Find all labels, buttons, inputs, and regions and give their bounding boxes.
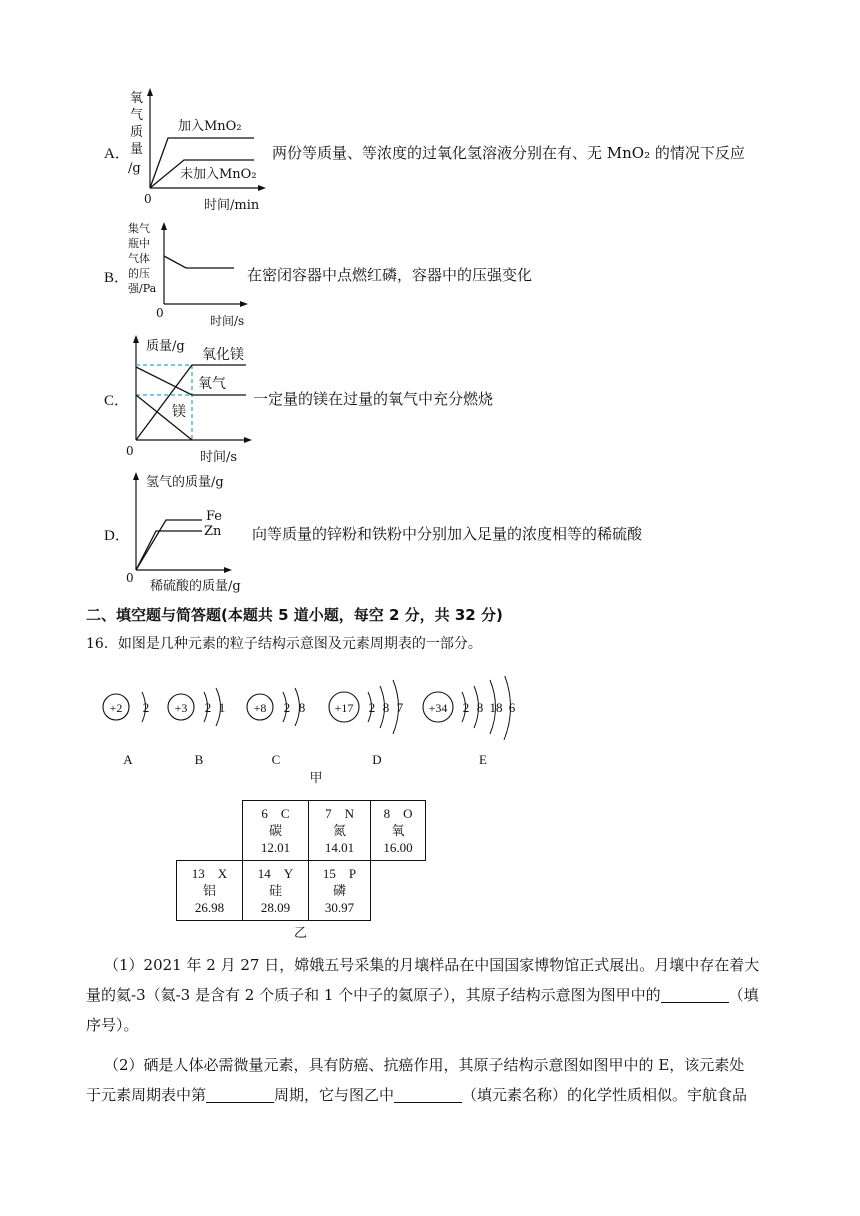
origin-label: 0 xyxy=(126,444,134,458)
electron-count: 2 xyxy=(462,700,470,715)
electron-count: 2 xyxy=(368,700,376,715)
atom-letter: D xyxy=(372,752,382,767)
part-1-line-1: （1）2021 年 2 月 27 日，嫦娥五号采集的月壤样品在中国国家博物馆正式展出。月壤中存在着大 xyxy=(104,956,760,974)
nucleus-charge: +34 xyxy=(428,701,448,715)
x-axis-arrow xyxy=(224,567,232,573)
origin-label: 0 xyxy=(144,192,152,206)
y-axis-arrow xyxy=(161,222,167,230)
curve-label: 加入MnO₂ xyxy=(178,119,242,134)
curve-label: Fe xyxy=(206,509,223,524)
nucleus-charge: +8 xyxy=(253,701,267,715)
element-name: 氧 xyxy=(391,823,405,838)
element-cell-silicon xyxy=(243,861,309,921)
element-mass: 12.01 xyxy=(260,840,291,855)
question-16-text: 16．如图是几种元素的粒子结构示意图及元素周期表的一部分。 xyxy=(86,636,482,652)
section-title: 二、填空题与简答题(本题共 5 道小题，每空 2 分，共 32 分) xyxy=(86,606,503,624)
origin-label: 0 xyxy=(156,306,164,320)
origin-label: 0 xyxy=(126,571,134,585)
element-cell-oxygen xyxy=(371,801,426,861)
y-label-line: 瓶中 xyxy=(128,237,150,250)
element-name: 碳 xyxy=(268,823,282,838)
electron-count: 2 xyxy=(142,700,150,715)
atom-letter: E xyxy=(479,752,487,767)
element-mass: 26.98 xyxy=(194,900,225,915)
y-label-line: 集气 xyxy=(128,222,150,235)
element-name: 铝 xyxy=(202,883,216,898)
curve-label: 氧化镁 xyxy=(202,347,244,363)
atom-letter: B xyxy=(194,752,204,767)
x-axis-arrow xyxy=(244,437,252,443)
electron-count: 8 xyxy=(382,700,390,715)
element-number-symbol: 8 O xyxy=(383,806,413,821)
figure-jia-caption: 甲 xyxy=(309,770,323,785)
y-axis-label: 质量/g xyxy=(146,339,185,354)
option-a-graph xyxy=(124,86,270,214)
y-axis-arrow xyxy=(133,335,139,343)
y-label-line: 的压 xyxy=(128,267,150,280)
option-d-description: 向等质量的锌粉和铁粉中分别加入足量的浓度相等的稀硫酸 xyxy=(252,525,643,543)
part-2-line-1: （2）硒是人体必需微量元素，具有防癌、抗癌作用，其原子结构示意图如图甲中的 E，该元素处 xyxy=(104,1056,745,1074)
curve-label: Zn xyxy=(204,524,222,539)
option-b-label: B． xyxy=(104,270,130,286)
element-number-symbol: 7 N xyxy=(325,806,354,821)
y-axis-arrow xyxy=(147,88,153,96)
option-c-label: C． xyxy=(104,393,130,409)
atom-letter: C xyxy=(271,752,281,767)
curve-label: 未加入MnO₂ xyxy=(180,167,257,182)
part-2-text: 周期，它与图乙中 xyxy=(274,1086,395,1104)
answer-blank[interactable] xyxy=(394,1086,462,1103)
option-b-graph xyxy=(124,218,254,328)
y-label-line: 强/Pa xyxy=(128,282,157,295)
electron-count: 8 xyxy=(298,700,306,715)
element-number-symbol: 15 P xyxy=(322,866,357,881)
y-axis-label: 氢气的质量/g xyxy=(146,475,224,490)
electron-count: 18 xyxy=(489,700,503,715)
part-2-text: 于元素周期表中第 xyxy=(86,1086,207,1104)
nucleus-charge: +17 xyxy=(334,701,354,715)
magnesium-oxide-curve xyxy=(136,365,246,440)
curve-label: 镁 xyxy=(172,404,186,420)
y-label-char: 质 xyxy=(130,125,144,140)
y-label-line: 气体 xyxy=(128,252,150,265)
part-1-line-2 xyxy=(86,980,759,1010)
electron-count: 2 xyxy=(204,700,212,715)
part-1-text: 量的氦-3（氦-3 是含有 2 个质子和 1 个中子的氦原子），其原子结构示意图为图甲中的 xyxy=(86,986,661,1004)
atom-d xyxy=(329,680,404,767)
x-axis-arrow xyxy=(240,301,248,307)
part-1-text: （填 xyxy=(728,986,759,1004)
x-axis-label: 时间/s xyxy=(210,314,245,328)
electron-count: 6 xyxy=(508,700,516,715)
figure-jia-atom-diagrams xyxy=(96,676,526,786)
element-mass: 16.00 xyxy=(383,840,413,855)
figure-yi-periodic-table xyxy=(176,800,426,920)
electron-count: 1 xyxy=(218,700,226,715)
element-number-symbol: 14 Y xyxy=(257,866,294,881)
element-number-symbol: 13 X xyxy=(191,866,228,881)
option-d-graph xyxy=(124,468,258,596)
element-cell-phosphorus xyxy=(309,861,371,921)
option-a-label: A． xyxy=(104,146,130,162)
electron-count: 8 xyxy=(476,700,484,715)
empty-cell xyxy=(371,861,426,921)
element-cell-carbon xyxy=(243,801,309,861)
x-axis-label: 稀硫酸的质量/g xyxy=(150,579,241,594)
fe-curve xyxy=(136,520,202,570)
option-d-label: D． xyxy=(104,528,130,544)
curve-label: 氧气 xyxy=(198,376,226,392)
part-2-line-2 xyxy=(86,1080,747,1110)
element-mass: 30.97 xyxy=(324,900,355,915)
y-label-char: 气 xyxy=(130,108,144,123)
part-1-line-3: 序号）。 xyxy=(86,1016,139,1034)
x-axis-label: 时间/s xyxy=(200,450,238,465)
electron-count: 7 xyxy=(396,700,404,715)
atom-e xyxy=(423,676,516,767)
element-name: 磷 xyxy=(333,883,347,898)
y-axis-arrow xyxy=(133,472,139,480)
y-label-char: 氧 xyxy=(130,91,144,106)
nucleus-charge: +2 xyxy=(109,701,123,715)
part-2-text: （填元素名称）的化学性质相似。宇航食品 xyxy=(462,1086,748,1104)
option-c-graph xyxy=(124,330,256,466)
element-mass: 14.01 xyxy=(324,840,355,855)
pressure-curve xyxy=(164,256,234,268)
element-cell-nitrogen xyxy=(309,801,371,861)
nucleus-charge: +3 xyxy=(174,701,188,715)
answer-blank[interactable] xyxy=(661,986,729,1003)
x-axis-label: 时间/min xyxy=(204,198,260,213)
figure-yi-caption: 乙 xyxy=(294,926,308,941)
zn-curve xyxy=(136,531,202,570)
element-name: 硅 xyxy=(268,883,282,898)
element-mass: 28.09 xyxy=(260,900,291,915)
oxygen-curve xyxy=(136,367,246,395)
atom-c xyxy=(247,688,305,767)
atom-a xyxy=(103,692,149,767)
option-a-description: 两份等质量、等浓度的过氧化氢溶液分别在有、无 MnO₂ 的情况下反应 xyxy=(272,144,745,162)
electron-count: 2 xyxy=(283,700,291,715)
element-cell-aluminum xyxy=(177,861,243,921)
element-name: 氮 xyxy=(333,823,347,838)
y-label-char: /g xyxy=(128,161,141,176)
element-number-symbol: 6 C xyxy=(261,806,290,821)
option-c-description: 一定量的镁在过量的氧气中充分燃烧 xyxy=(253,390,494,408)
empty-cell xyxy=(177,801,243,861)
option-b-description: 在密闭容器中点燃红磷，容器中的压强变化 xyxy=(247,266,533,284)
atom-letter: A xyxy=(123,752,133,767)
x-axis-arrow xyxy=(258,185,266,191)
answer-blank[interactable] xyxy=(206,1086,274,1103)
y-label-char: 量 xyxy=(130,142,144,157)
atom-b xyxy=(168,688,225,767)
